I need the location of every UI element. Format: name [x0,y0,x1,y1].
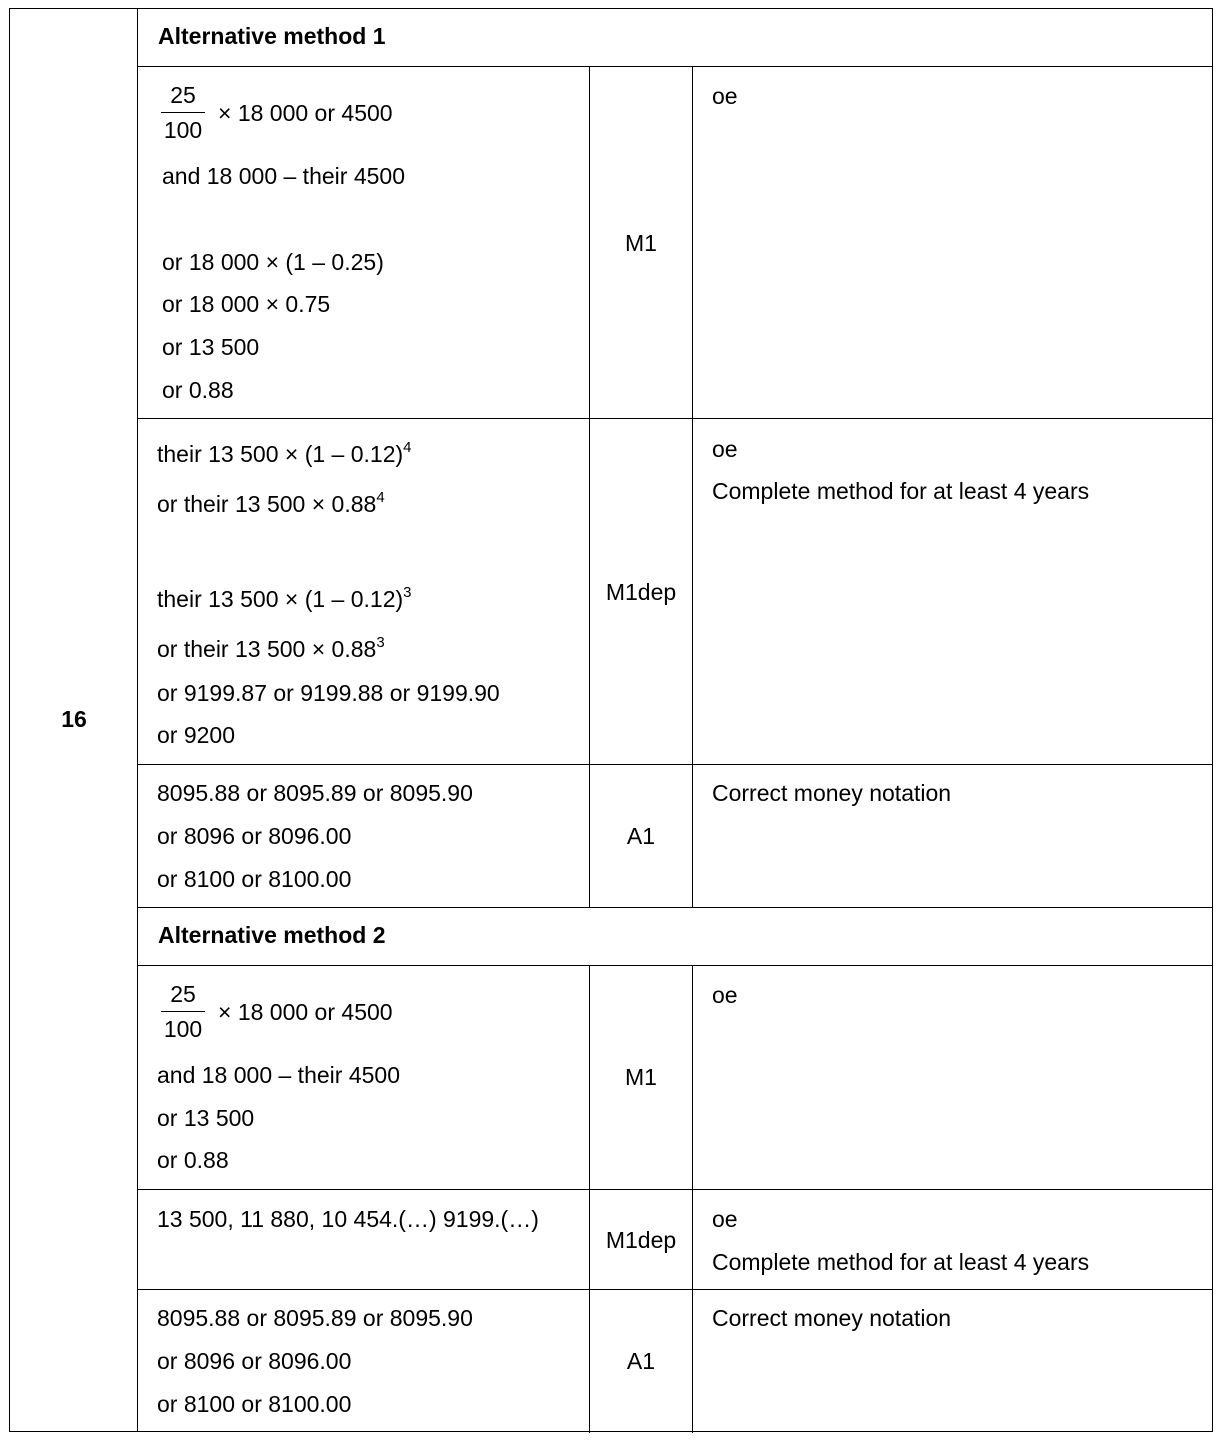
mark: M1 [625,1064,657,1090]
working-base: their 13 500 × (1 – 0.12) [157,586,404,612]
fraction-numerator: 25 [170,82,196,108]
working-line: or 18 000 × (1 – 0.25) [162,249,384,275]
working-line: or 0.88 [162,377,234,403]
mark-cell [590,1290,693,1433]
mark: M1dep [605,1227,677,1253]
comments-cell [693,1290,1212,1433]
working-base: their 13 500 × (1 – 0.12) [157,441,404,467]
question-number: 16 [61,706,87,732]
working-line: or 8100 or 8100.00 [157,1391,352,1417]
exponent: 4 [403,439,412,456]
comment: oe [712,982,738,1008]
method2-step3-working [138,1290,590,1433]
working-line: or 8100 or 8100.00 [157,866,352,892]
comments-cell [693,67,1212,418]
comment: Complete method for at least 4 years [712,478,1090,504]
method2-step1-working [138,966,590,1189]
fraction-denominator: 100 [163,117,203,143]
mark: M1dep [605,579,677,605]
method2-step2-working [138,1190,590,1289]
working-base: or their 13 500 × 0.88 [157,491,377,517]
comments-cell [693,966,1212,1189]
working-line: or 0.88 [157,1147,229,1173]
fraction [161,981,205,1042]
method2-heading: Alternative method 2 [158,922,386,948]
working-line: × 18 000 or 4500 [218,999,393,1025]
method1-step3-row [138,765,1212,908]
comment: Correct money notation [712,780,952,806]
working-line [157,441,411,467]
mark: A1 [626,1348,656,1374]
working-line: or 9199.87 or 9199.88 or 9199.90 [157,680,500,706]
working-base: or their 13 500 × 0.88 [157,636,377,662]
method1-step2-working [138,419,590,764]
method1-step1-working [138,67,590,418]
working-line: or 13 500 [157,1105,255,1131]
fraction-numerator: 25 [170,981,196,1007]
question-number-cell [10,9,138,1431]
working-line: or 13 500 [162,334,260,360]
method1-step1-row [138,67,1212,419]
method2-step2-row [138,1190,1212,1290]
method1-step3-working [138,765,590,907]
working-line: 8095.88 or 8095.89 or 8095.90 [157,1305,473,1331]
method1-heading: Alternative method 1 [158,23,386,49]
method2-step3-row [138,1290,1212,1433]
method2-step1-row [138,966,1212,1190]
mark: M1 [625,230,657,256]
working-line: or 18 000 × 0.75 [162,291,331,317]
working-line: × 18 000 or 4500 [218,100,393,126]
method1-heading-row [138,9,1212,67]
working-line: or 8096 or 8096.00 [157,823,352,849]
working-line: and 18 000 – their 4500 [157,1062,400,1088]
working-line [157,491,385,517]
fraction-denominator: 100 [163,1016,203,1042]
method1-step2-row [138,419,1212,765]
mark-cell [590,966,693,1189]
mark-cell [590,765,693,907]
comment: oe [712,83,738,109]
working-line: or 8096 or 8096.00 [157,1348,352,1374]
exponent: 3 [376,634,385,651]
mark-cell [590,67,693,418]
mark-scheme-table [9,8,1213,1432]
working-line: 8095.88 or 8095.89 or 8095.90 [157,780,473,806]
exponent: 3 [403,584,412,601]
comment: oe [712,1206,738,1232]
comments-cell [693,1190,1212,1289]
fraction [161,82,205,143]
working-line [157,636,385,662]
comments-cell [693,765,1212,907]
mark: A1 [626,823,656,849]
fraction-bar [161,112,205,113]
method2-heading-row [138,908,1212,966]
working-line: 13 500, 11 880, 10 454.(…) 9199.(…) [157,1206,539,1232]
comment: Complete method for at least 4 years [712,1249,1090,1275]
working-line [157,586,411,612]
mark-cell [590,419,693,764]
exponent: 4 [376,489,385,506]
comment: Correct money notation [712,1305,952,1331]
working-line: and 18 000 – their 4500 [162,163,405,189]
fraction-bar [161,1011,205,1012]
comment: oe [712,436,738,462]
working-line: or 9200 [157,722,236,748]
comments-cell [693,419,1212,764]
mark-cell [590,1190,693,1289]
